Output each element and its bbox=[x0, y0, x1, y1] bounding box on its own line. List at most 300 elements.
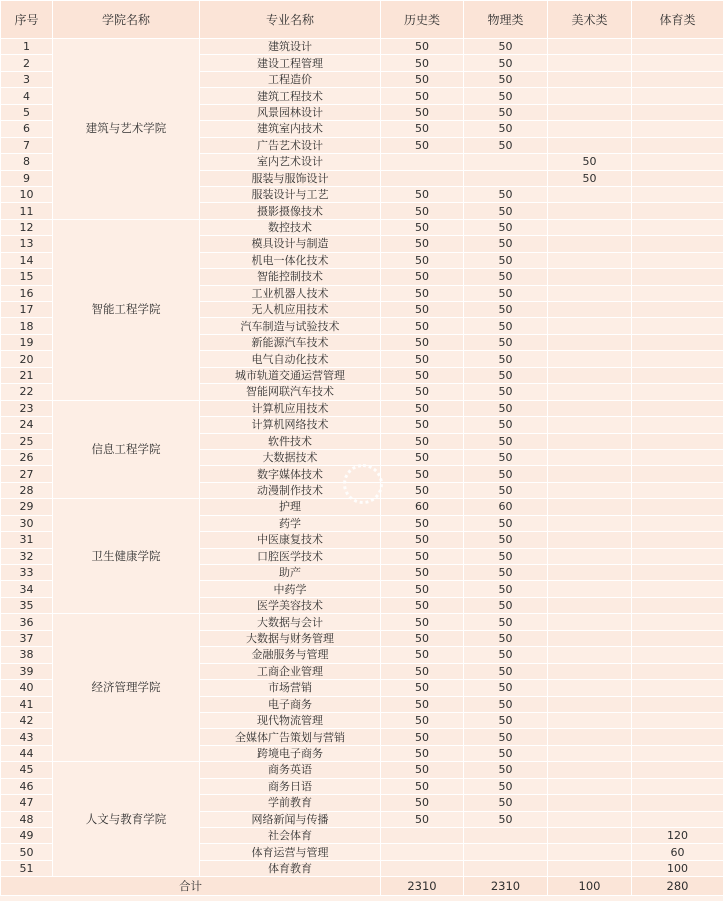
pe-quota bbox=[632, 482, 723, 498]
major-name: 智能控制技术 bbox=[200, 269, 381, 285]
major-name: 学前教育 bbox=[200, 795, 381, 811]
history-quota: 50 bbox=[381, 482, 464, 498]
art-quota: 50 bbox=[548, 154, 632, 170]
row-index: 49 bbox=[1, 828, 53, 844]
major-name: 中医康复技术 bbox=[200, 532, 381, 548]
major-name: 体育教育 bbox=[200, 860, 381, 876]
history-quota: 50 bbox=[381, 219, 464, 235]
pe-quota bbox=[632, 285, 723, 301]
row-index: 16 bbox=[1, 285, 53, 301]
major-name: 电子商务 bbox=[200, 696, 381, 712]
art-quota bbox=[548, 614, 632, 630]
physics-quota: 50 bbox=[464, 696, 548, 712]
art-quota bbox=[548, 203, 632, 219]
college-name: 建筑与艺术学院 bbox=[53, 39, 200, 220]
history-quota: 50 bbox=[381, 745, 464, 761]
major-name: 跨境电子商务 bbox=[200, 745, 381, 761]
row-index: 35 bbox=[1, 597, 53, 613]
major-name: 现代物流管理 bbox=[200, 712, 381, 728]
history-quota bbox=[381, 828, 464, 844]
physics-quota: 50 bbox=[464, 515, 548, 531]
history-quota: 50 bbox=[381, 466, 464, 482]
pe-quota bbox=[632, 712, 723, 728]
history-quota: 50 bbox=[381, 55, 464, 71]
college-name: 人文与教育学院 bbox=[53, 762, 200, 877]
physics-quota: 50 bbox=[464, 121, 548, 137]
pe-quota bbox=[632, 137, 723, 153]
history-quota: 50 bbox=[381, 515, 464, 531]
physics-quota: 50 bbox=[464, 302, 548, 318]
history-quota: 50 bbox=[381, 811, 464, 827]
art-quota bbox=[548, 482, 632, 498]
major-name: 建筑室内技术 bbox=[200, 121, 381, 137]
physics-quota: 50 bbox=[464, 384, 548, 400]
history-quota: 50 bbox=[381, 417, 464, 433]
art-quota bbox=[548, 417, 632, 433]
major-name: 模具设计与制造 bbox=[200, 236, 381, 252]
major-name: 城市轨道交通运营管理 bbox=[200, 367, 381, 383]
history-quota: 50 bbox=[381, 532, 464, 548]
physics-quota: 50 bbox=[464, 712, 548, 728]
pe-quota bbox=[632, 680, 723, 696]
major-name: 网络新闻与传播 bbox=[200, 811, 381, 827]
row-index: 25 bbox=[1, 433, 53, 449]
row-index: 22 bbox=[1, 384, 53, 400]
college-name: 智能工程学院 bbox=[53, 219, 200, 400]
row-index: 8 bbox=[1, 154, 53, 170]
pe-quota bbox=[632, 334, 723, 350]
pe-quota bbox=[632, 449, 723, 465]
history-quota: 50 bbox=[381, 384, 464, 400]
history-quota: 50 bbox=[381, 680, 464, 696]
art-quota bbox=[548, 351, 632, 367]
art-quota bbox=[548, 663, 632, 679]
history-quota bbox=[381, 844, 464, 860]
row-index: 14 bbox=[1, 252, 53, 268]
major-name: 建筑工程技术 bbox=[200, 88, 381, 104]
pe-quota bbox=[632, 236, 723, 252]
row-index: 20 bbox=[1, 351, 53, 367]
history-quota: 50 bbox=[381, 565, 464, 581]
row-index: 3 bbox=[1, 71, 53, 87]
history-quota: 50 bbox=[381, 39, 464, 55]
major-name: 室内艺术设计 bbox=[200, 154, 381, 170]
major-name: 助产 bbox=[200, 565, 381, 581]
pe-quota bbox=[632, 795, 723, 811]
art-quota bbox=[548, 71, 632, 87]
row-index: 38 bbox=[1, 647, 53, 663]
history-quota: 50 bbox=[381, 285, 464, 301]
physics-quota: 50 bbox=[464, 71, 548, 87]
history-quota: 50 bbox=[381, 696, 464, 712]
major-name: 金融服务与管理 bbox=[200, 647, 381, 663]
college-name: 卫生健康学院 bbox=[53, 499, 200, 614]
history-quota: 50 bbox=[381, 318, 464, 334]
history-quota: 50 bbox=[381, 186, 464, 202]
pe-quota bbox=[632, 88, 723, 104]
major-name: 新能源汽车技术 bbox=[200, 334, 381, 350]
college-name: 经济管理学院 bbox=[53, 614, 200, 762]
history-quota: 50 bbox=[381, 88, 464, 104]
pe-quota bbox=[632, 121, 723, 137]
history-quota: 50 bbox=[381, 597, 464, 613]
art-quota bbox=[548, 548, 632, 564]
history-quota: 50 bbox=[381, 236, 464, 252]
pe-quota bbox=[632, 219, 723, 235]
pe-quota: 120 bbox=[632, 828, 723, 844]
pe-quota bbox=[632, 203, 723, 219]
physics-quota bbox=[464, 844, 548, 860]
art-quota bbox=[548, 449, 632, 465]
history-quota: 50 bbox=[381, 449, 464, 465]
physics-quota: 50 bbox=[464, 351, 548, 367]
pe-quota bbox=[632, 515, 723, 531]
art-quota bbox=[548, 269, 632, 285]
table-row bbox=[1, 39, 723, 55]
physics-quota: 50 bbox=[464, 449, 548, 465]
pe-quota bbox=[632, 39, 723, 55]
art-quota bbox=[548, 811, 632, 827]
art-quota bbox=[548, 778, 632, 794]
major-name: 建筑设计 bbox=[200, 39, 381, 55]
pe-quota bbox=[632, 565, 723, 581]
art-quota bbox=[548, 219, 632, 235]
total-row bbox=[1, 877, 723, 896]
row-index: 41 bbox=[1, 696, 53, 712]
history-quota: 50 bbox=[381, 795, 464, 811]
major-name: 社会体育 bbox=[200, 828, 381, 844]
major-name: 商务英语 bbox=[200, 762, 381, 778]
art-quota bbox=[548, 252, 632, 268]
pe-quota bbox=[632, 71, 723, 87]
row-index: 5 bbox=[1, 104, 53, 120]
row-index: 48 bbox=[1, 811, 53, 827]
physics-quota: 50 bbox=[464, 186, 548, 202]
history-quota: 50 bbox=[381, 269, 464, 285]
row-index: 24 bbox=[1, 417, 53, 433]
pe-quota bbox=[632, 400, 723, 416]
pe-quota bbox=[632, 466, 723, 482]
row-index: 51 bbox=[1, 860, 53, 876]
physics-quota: 50 bbox=[464, 252, 548, 268]
major-name: 商务日语 bbox=[200, 778, 381, 794]
major-name: 工商企业管理 bbox=[200, 663, 381, 679]
total-label: 合计 bbox=[1, 877, 381, 896]
pe-quota bbox=[632, 548, 723, 564]
row-index: 26 bbox=[1, 449, 53, 465]
physics-quota: 50 bbox=[464, 318, 548, 334]
row-index: 12 bbox=[1, 219, 53, 235]
physics-quota: 60 bbox=[464, 499, 548, 515]
major-name: 工程造价 bbox=[200, 71, 381, 87]
major-name: 口腔医学技术 bbox=[200, 548, 381, 564]
art-quota bbox=[548, 55, 632, 71]
art-quota: 50 bbox=[548, 170, 632, 186]
physics-quota bbox=[464, 170, 548, 186]
major-name: 数控技术 bbox=[200, 219, 381, 235]
art-quota bbox=[548, 844, 632, 860]
row-index: 1 bbox=[1, 39, 53, 55]
major-name: 智能网联汽车技术 bbox=[200, 384, 381, 400]
table-row bbox=[1, 614, 723, 630]
pe-quota bbox=[632, 597, 723, 613]
physics-quota: 50 bbox=[464, 466, 548, 482]
pe-quota bbox=[632, 647, 723, 663]
physics-quota bbox=[464, 154, 548, 170]
physics-quota: 50 bbox=[464, 203, 548, 219]
row-index: 29 bbox=[1, 499, 53, 515]
row-index: 43 bbox=[1, 729, 53, 745]
major-name: 药学 bbox=[200, 515, 381, 531]
physics-quota: 50 bbox=[464, 334, 548, 350]
row-index: 32 bbox=[1, 548, 53, 564]
physics-quota: 50 bbox=[464, 367, 548, 383]
art-quota bbox=[548, 712, 632, 728]
art-quota bbox=[548, 499, 632, 515]
history-quota: 50 bbox=[381, 121, 464, 137]
art-quota bbox=[548, 186, 632, 202]
physics-quota bbox=[464, 860, 548, 876]
art-quota bbox=[548, 121, 632, 137]
row-index: 44 bbox=[1, 745, 53, 761]
physics-quota: 50 bbox=[464, 811, 548, 827]
physics-quota: 50 bbox=[464, 417, 548, 433]
row-index: 31 bbox=[1, 532, 53, 548]
physics-quota: 50 bbox=[464, 532, 548, 548]
pe-quota bbox=[632, 170, 723, 186]
physics-quota: 50 bbox=[464, 581, 548, 597]
history-quota: 50 bbox=[381, 647, 464, 663]
art-quota bbox=[548, 532, 632, 548]
major-name: 大数据与会计 bbox=[200, 614, 381, 630]
physics-quota: 50 bbox=[464, 745, 548, 761]
physics-quota: 50 bbox=[464, 647, 548, 663]
major-name: 风景园林设计 bbox=[200, 104, 381, 120]
pe-quota: 60 bbox=[632, 844, 723, 860]
header-physics: 物理类 bbox=[464, 1, 548, 39]
history-quota: 50 bbox=[381, 581, 464, 597]
major-name: 中药学 bbox=[200, 581, 381, 597]
art-quota bbox=[548, 88, 632, 104]
row-index: 42 bbox=[1, 712, 53, 728]
pe-quota bbox=[632, 269, 723, 285]
physics-quota: 50 bbox=[464, 614, 548, 630]
major-name: 市场营销 bbox=[200, 680, 381, 696]
pe-quota bbox=[632, 614, 723, 630]
history-quota: 50 bbox=[381, 400, 464, 416]
row-index: 46 bbox=[1, 778, 53, 794]
physics-quota: 50 bbox=[464, 482, 548, 498]
major-name: 医学美容技术 bbox=[200, 597, 381, 613]
physics-quota: 50 bbox=[464, 680, 548, 696]
header-art: 美术类 bbox=[548, 1, 632, 39]
art-quota bbox=[548, 828, 632, 844]
row-index: 33 bbox=[1, 565, 53, 581]
art-quota bbox=[548, 860, 632, 876]
row-index: 10 bbox=[1, 186, 53, 202]
art-quota bbox=[548, 384, 632, 400]
history-quota: 50 bbox=[381, 71, 464, 87]
art-quota bbox=[548, 597, 632, 613]
table-row bbox=[1, 219, 723, 235]
pe-quota bbox=[632, 351, 723, 367]
art-quota bbox=[548, 236, 632, 252]
history-quota: 50 bbox=[381, 367, 464, 383]
history-quota: 50 bbox=[381, 137, 464, 153]
major-name: 大数据与财务管理 bbox=[200, 630, 381, 646]
pe-quota bbox=[632, 663, 723, 679]
physics-quota: 50 bbox=[464, 663, 548, 679]
art-quota bbox=[548, 39, 632, 55]
major-name: 数字媒体技术 bbox=[200, 466, 381, 482]
history-quota: 50 bbox=[381, 351, 464, 367]
major-name: 工业机器人技术 bbox=[200, 285, 381, 301]
major-name: 无人机应用技术 bbox=[200, 302, 381, 318]
art-quota bbox=[548, 334, 632, 350]
physics-quota: 50 bbox=[464, 104, 548, 120]
history-quota: 50 bbox=[381, 104, 464, 120]
pe-quota bbox=[632, 384, 723, 400]
art-quota bbox=[548, 647, 632, 663]
history-quota: 50 bbox=[381, 762, 464, 778]
art-quota bbox=[548, 795, 632, 811]
row-index: 39 bbox=[1, 663, 53, 679]
major-name: 软件技术 bbox=[200, 433, 381, 449]
history-quota: 50 bbox=[381, 203, 464, 219]
table-header-row bbox=[1, 1, 723, 39]
major-name: 服装设计与工艺 bbox=[200, 186, 381, 202]
history-quota bbox=[381, 170, 464, 186]
row-index: 17 bbox=[1, 302, 53, 318]
total-physics: 2310 bbox=[464, 877, 548, 896]
history-quota: 50 bbox=[381, 712, 464, 728]
pe-quota bbox=[632, 811, 723, 827]
history-quota: 50 bbox=[381, 663, 464, 679]
pe-quota bbox=[632, 104, 723, 120]
pe-quota: 100 bbox=[632, 860, 723, 876]
art-quota bbox=[548, 745, 632, 761]
pe-quota bbox=[632, 745, 723, 761]
row-index: 27 bbox=[1, 466, 53, 482]
row-index: 47 bbox=[1, 795, 53, 811]
physics-quota: 50 bbox=[464, 285, 548, 301]
pe-quota bbox=[632, 778, 723, 794]
pe-quota bbox=[632, 55, 723, 71]
physics-quota: 50 bbox=[464, 795, 548, 811]
physics-quota: 50 bbox=[464, 548, 548, 564]
total-art: 100 bbox=[548, 877, 632, 896]
major-name: 电气自动化技术 bbox=[200, 351, 381, 367]
history-quota: 50 bbox=[381, 252, 464, 268]
physics-quota bbox=[464, 828, 548, 844]
pe-quota bbox=[632, 318, 723, 334]
history-quota: 50 bbox=[381, 548, 464, 564]
physics-quota: 50 bbox=[464, 433, 548, 449]
art-quota bbox=[548, 400, 632, 416]
pe-quota bbox=[632, 302, 723, 318]
major-name: 摄影摄像技术 bbox=[200, 203, 381, 219]
table-row bbox=[1, 400, 723, 416]
header-index: 序号 bbox=[1, 1, 53, 39]
loading-spinner-icon bbox=[343, 464, 383, 504]
history-quota: 50 bbox=[381, 302, 464, 318]
row-index: 50 bbox=[1, 844, 53, 860]
pe-quota bbox=[632, 762, 723, 778]
history-quota bbox=[381, 860, 464, 876]
physics-quota: 50 bbox=[464, 597, 548, 613]
pe-quota bbox=[632, 154, 723, 170]
row-index: 4 bbox=[1, 88, 53, 104]
row-index: 45 bbox=[1, 762, 53, 778]
pe-quota bbox=[632, 367, 723, 383]
pe-quota bbox=[632, 433, 723, 449]
row-index: 9 bbox=[1, 170, 53, 186]
row-index: 28 bbox=[1, 482, 53, 498]
history-quota: 60 bbox=[381, 499, 464, 515]
major-name: 动漫制作技术 bbox=[200, 482, 381, 498]
physics-quota: 50 bbox=[464, 565, 548, 581]
row-index: 13 bbox=[1, 236, 53, 252]
pe-quota bbox=[632, 417, 723, 433]
art-quota bbox=[548, 581, 632, 597]
major-name: 护理 bbox=[200, 499, 381, 515]
header-pe: 体育类 bbox=[632, 1, 723, 39]
art-quota bbox=[548, 285, 632, 301]
pe-quota bbox=[632, 696, 723, 712]
physics-quota: 50 bbox=[464, 762, 548, 778]
major-name: 大数据技术 bbox=[200, 449, 381, 465]
history-quota bbox=[381, 154, 464, 170]
physics-quota: 50 bbox=[464, 630, 548, 646]
major-name: 建设工程管理 bbox=[200, 55, 381, 71]
row-index: 18 bbox=[1, 318, 53, 334]
history-quota: 50 bbox=[381, 334, 464, 350]
row-index: 23 bbox=[1, 400, 53, 416]
art-quota bbox=[548, 367, 632, 383]
physics-quota: 50 bbox=[464, 88, 548, 104]
major-name: 计算机应用技术 bbox=[200, 400, 381, 416]
row-index: 15 bbox=[1, 269, 53, 285]
pe-quota bbox=[632, 581, 723, 597]
art-quota bbox=[548, 302, 632, 318]
art-quota bbox=[548, 137, 632, 153]
row-index: 40 bbox=[1, 680, 53, 696]
row-index: 37 bbox=[1, 630, 53, 646]
total-history: 2310 bbox=[381, 877, 464, 896]
row-index: 34 bbox=[1, 581, 53, 597]
pe-quota bbox=[632, 252, 723, 268]
row-index: 2 bbox=[1, 55, 53, 71]
physics-quota: 50 bbox=[464, 729, 548, 745]
history-quota: 50 bbox=[381, 433, 464, 449]
art-quota bbox=[548, 104, 632, 120]
header-college: 学院名称 bbox=[53, 1, 200, 39]
art-quota bbox=[548, 466, 632, 482]
physics-quota: 50 bbox=[464, 137, 548, 153]
row-index: 21 bbox=[1, 367, 53, 383]
major-name: 计算机网络技术 bbox=[200, 417, 381, 433]
row-index: 30 bbox=[1, 515, 53, 531]
row-index: 6 bbox=[1, 121, 53, 137]
major-name: 服装与服饰设计 bbox=[200, 170, 381, 186]
pe-quota bbox=[632, 532, 723, 548]
art-quota bbox=[548, 680, 632, 696]
physics-quota: 50 bbox=[464, 400, 548, 416]
major-name: 机电一体化技术 bbox=[200, 252, 381, 268]
history-quota: 50 bbox=[381, 729, 464, 745]
header-history: 历史类 bbox=[381, 1, 464, 39]
physics-quota: 50 bbox=[464, 236, 548, 252]
